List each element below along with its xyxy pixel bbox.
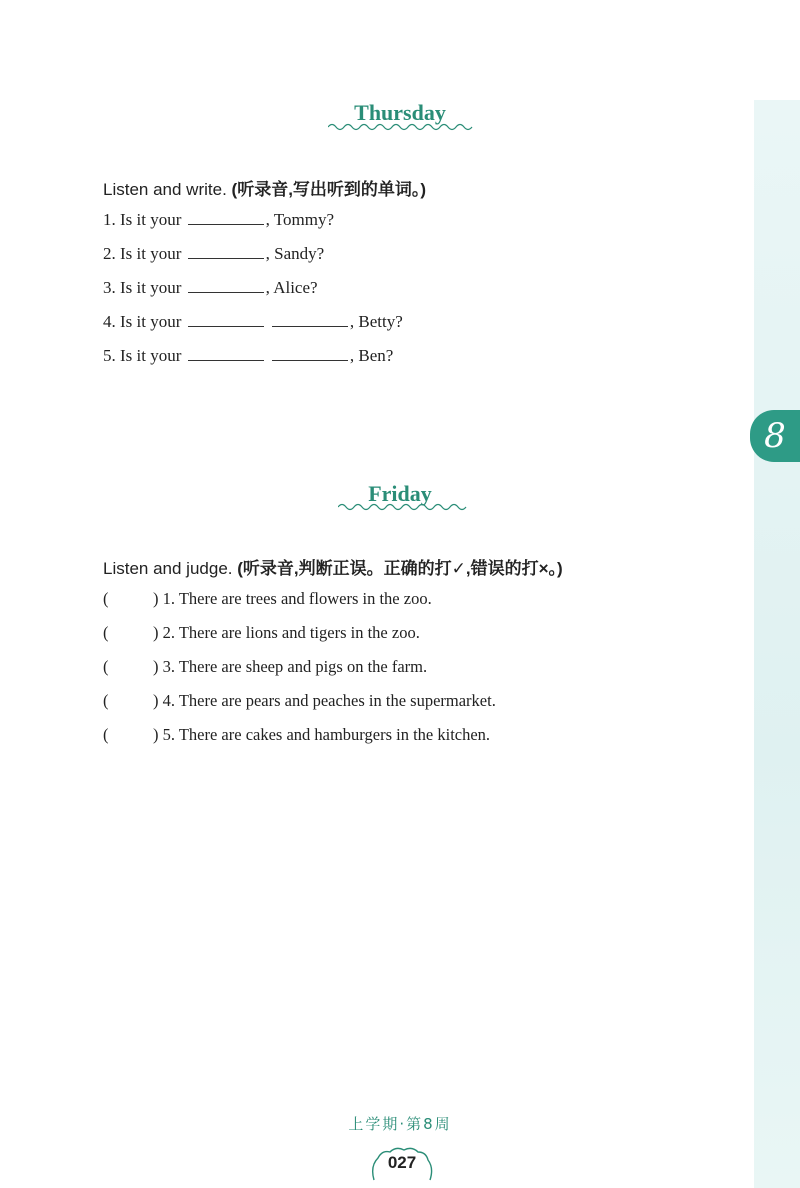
judge-item-3	[103, 657, 427, 677]
question-number: 4.	[103, 312, 116, 331]
judge-text: 4. There are pears and peaches in the supermarket.	[162, 691, 496, 710]
judge-text: 5. There are cakes and hamburgers in the kitchen.	[162, 725, 491, 744]
question-2	[103, 244, 324, 264]
judge-text: 1. There are trees and flowers in the zoo.	[162, 589, 432, 608]
question-suffix: , Tommy?	[265, 210, 335, 229]
question-number: 5.	[103, 346, 116, 365]
question-suffix: , Ben?	[349, 346, 394, 365]
answer-paren-close: )	[153, 725, 159, 744]
judge-item-2	[103, 623, 420, 643]
answer-paren-close: )	[153, 589, 159, 608]
question-number: 3.	[103, 278, 116, 297]
answer-blank[interactable]	[272, 312, 348, 327]
answer-paren-close: )	[153, 691, 159, 710]
question-number: 1.	[103, 210, 116, 229]
section-tab-label: 8	[764, 416, 786, 456]
answer-paren-open[interactable]: (	[103, 725, 109, 744]
section-tab	[750, 410, 800, 462]
thursday-instruction	[103, 175, 426, 200]
friday-instruction-en: Listen and judge.	[103, 559, 233, 578]
answer-paren-close: )	[153, 657, 159, 676]
judge-item-4	[103, 691, 496, 711]
answer-paren-open[interactable]: (	[103, 691, 109, 710]
judge-text: 2. There are lions and tigers in the zoo.	[162, 623, 420, 642]
question-prefix: Is it your	[120, 312, 182, 331]
question-3	[103, 278, 318, 298]
judge-text: 3. There are sheep and pigs on the farm.	[162, 657, 428, 676]
question-suffix: , Sandy?	[265, 244, 325, 263]
question-prefix: Is it your	[120, 278, 182, 297]
friday-wave-underline	[338, 502, 468, 512]
footer-week-label: 上学期·第8周	[348, 1115, 452, 1133]
thursday-title: Thursday	[354, 100, 446, 125]
answer-blank[interactable]	[188, 210, 264, 225]
thursday-wave-underline	[328, 122, 474, 132]
page-number: 027	[387, 1153, 417, 1172]
answer-blank[interactable]	[188, 346, 264, 361]
friday-instruction	[103, 554, 563, 579]
question-suffix: , Alice?	[265, 278, 318, 297]
answer-paren-open[interactable]: (	[103, 657, 109, 676]
judge-item-5	[103, 725, 490, 745]
question-number: 2.	[103, 244, 116, 263]
answer-paren-open[interactable]: (	[103, 623, 109, 642]
answer-blank[interactable]	[188, 244, 264, 259]
friday-title: Friday	[368, 481, 432, 506]
question-prefix: Is it your	[120, 244, 182, 263]
answer-paren-close: )	[153, 623, 159, 642]
answer-blank[interactable]	[188, 312, 264, 327]
judge-item-1	[103, 589, 432, 609]
question-1	[103, 210, 334, 230]
question-prefix: Is it your	[120, 210, 182, 229]
question-prefix: Is it your	[120, 346, 182, 365]
question-5	[103, 346, 393, 366]
thursday-instruction-cn: (听录音,写出听到的单词。)	[231, 180, 427, 199]
question-4	[103, 312, 403, 332]
side-decor-strip	[754, 100, 800, 1188]
answer-paren-open[interactable]: (	[103, 589, 109, 608]
answer-blank[interactable]	[272, 346, 348, 361]
answer-blank[interactable]	[188, 278, 264, 293]
friday-instruction-cn: (听录音,判断正误。正确的打✓,错误的打×。)	[237, 559, 563, 578]
question-suffix: , Betty?	[349, 312, 403, 331]
thursday-instruction-en: Listen and write.	[103, 180, 227, 199]
